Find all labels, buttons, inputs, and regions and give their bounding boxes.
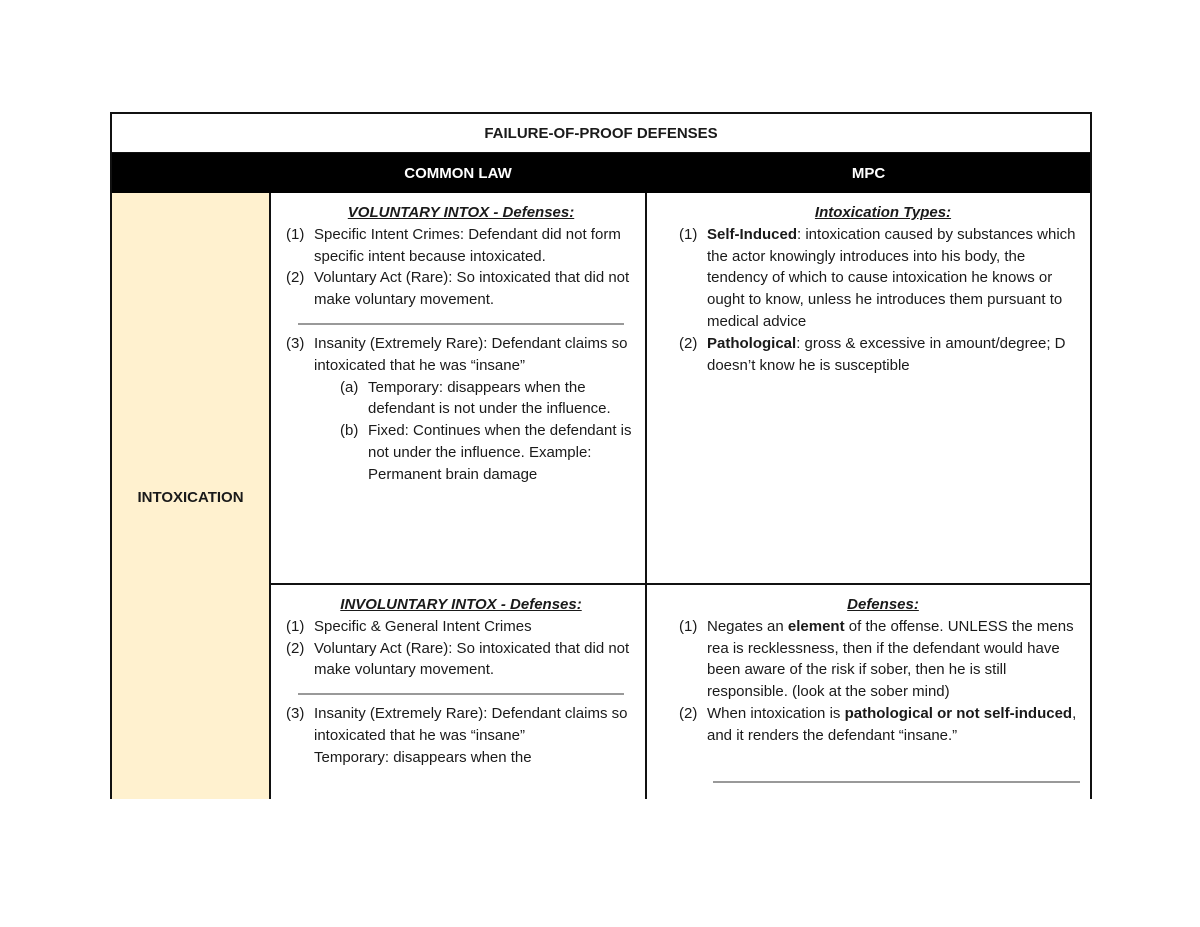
list-item: [286, 224, 636, 268]
list-subitem: [286, 420, 636, 485]
involuntary-heading: INVOLUNTARY INTOX - Defenses:: [340, 596, 582, 613]
item-number: (a): [340, 378, 359, 396]
item-number: (b): [340, 422, 359, 440]
item-text: [707, 703, 1087, 747]
item-number: (1): [286, 617, 305, 635]
item-text: [707, 616, 1087, 703]
list-item: [286, 267, 636, 311]
item-text: [707, 333, 1087, 377]
item-text: Specific & General Intent Crimes: [314, 617, 532, 635]
item-description: : intoxication caused by substances which the actor knowingly introduces into his body, the tendency of which to cause intoxication he knows or ought to know, unless he introduces them pursuant to medical advice: [707, 225, 1076, 330]
bold-term: Pathological: [707, 334, 797, 352]
section-separator: [713, 781, 1080, 783]
item-text: Fixed: Continues when the defendant is not under the influence. Example: Permanent brain damage: [368, 422, 632, 483]
item-text: Insanity (Extremely Rare): Defendant claims so intoxicated that he was “insane”: [314, 705, 628, 744]
item-number: (3): [286, 705, 305, 723]
defenses-table: [110, 112, 1092, 799]
item-number: (2): [679, 704, 698, 722]
list-item: [679, 224, 1087, 333]
list-item: [679, 703, 1087, 747]
list-item: [286, 333, 636, 377]
item-text: Specific Intent Crimes: Defendant did not form specific intent because intoxicated.: [314, 225, 621, 265]
header-row: [112, 153, 1090, 193]
list-item: [286, 638, 636, 682]
mpc-types-heading: Intoxication Types:: [814, 204, 952, 221]
table-title: FAILURE-OF-PROOF DEFENSES: [484, 125, 718, 142]
list-item: [286, 703, 636, 747]
text-part: of the offense. UNLESS the mens rea is recklessness, then if the defendant would have been aware of the risk if sober, then he is still responsible. (look at the sober mind): [707, 617, 1074, 701]
continuation-text: Temporary: disappears when the: [314, 748, 532, 766]
text-part: , and it renders the defendant “insane.”: [707, 704, 1077, 744]
text-part: Negates an: [707, 617, 788, 635]
mpc-types-cell: [679, 202, 1087, 376]
bold-term: pathological or not self-induced: [844, 704, 1073, 722]
list-item: [286, 616, 636, 638]
voluntary-intox-cell: [286, 202, 636, 486]
list-item: [679, 333, 1087, 377]
item-number: (1): [679, 617, 698, 635]
bold-term: element: [787, 617, 845, 635]
list-item: [679, 616, 1087, 703]
item-description: : gross & excessive in amount/degree; D doesn’t know he is susceptible: [707, 334, 1066, 374]
row-label-intoxication: INTOXICATION: [112, 193, 271, 799]
header-mpc: MPC: [851, 164, 886, 182]
voluntary-heading: VOLUNTARY INTOX - Defenses:: [347, 204, 575, 221]
item-text: Insanity (Extremely Rare): Defendant claims so intoxicated that he was “insane”: [314, 334, 628, 374]
section-separator: [298, 693, 624, 695]
bold-term: Self-Induced: [707, 225, 798, 243]
mpc-defenses-heading: Defenses:: [847, 596, 919, 613]
item-number: (2): [286, 639, 305, 657]
header-common-law: COMMON LAW: [404, 164, 512, 182]
item-number: (2): [679, 334, 698, 352]
involuntary-intox-cell: [286, 594, 636, 769]
item-text: Voluntary Act (Rare): So intoxicated that did not make voluntary movement.: [314, 639, 630, 679]
mpc-defenses-cell: [679, 594, 1087, 747]
item-number: (3): [286, 334, 305, 352]
column-divider: [645, 193, 647, 799]
item-number: (1): [286, 225, 305, 243]
text-part: When intoxication is: [707, 704, 845, 722]
item-number: (2): [286, 269, 305, 287]
item-text: Temporary: disappears when the defendant is not under the influence.: [368, 378, 611, 418]
item-text: [707, 224, 1087, 333]
section-separator: [298, 323, 624, 325]
row-divider: [271, 583, 1092, 585]
item-number: (1): [679, 225, 698, 243]
list-subitem: [286, 377, 636, 421]
item-text: Voluntary Act (Rare): So intoxicated that did not make voluntary movement.: [314, 269, 630, 309]
